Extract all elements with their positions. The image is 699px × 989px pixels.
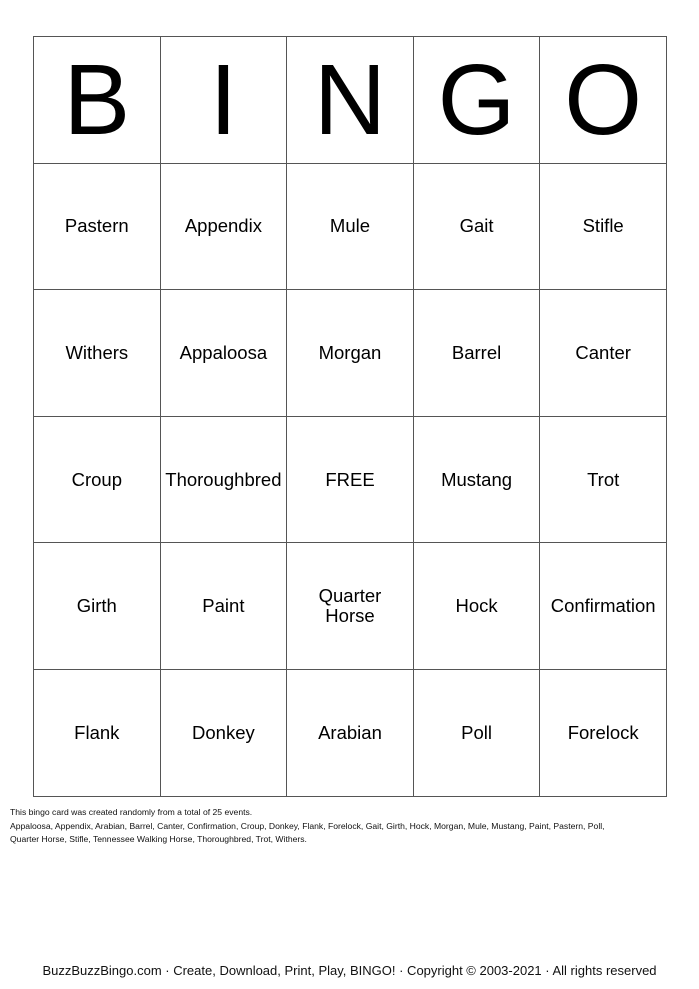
bingo-row xyxy=(34,669,667,796)
bingo-cell: Donkey xyxy=(160,669,287,796)
bingo-row xyxy=(34,163,667,290)
header-letter-o: O xyxy=(540,37,667,164)
event-list-line-2: Quarter Horse, Stifle, Tennessee Walking Horse, Thoroughbred, Trot, Withers. xyxy=(10,834,307,844)
bingo-cell: Arabian xyxy=(287,669,414,796)
bingo-card xyxy=(33,36,667,797)
header-letter-n: N xyxy=(287,37,414,164)
bingo-cell: Quarter Horse xyxy=(287,543,414,670)
header-letter-b: B xyxy=(34,37,161,164)
bingo-cell: Pastern xyxy=(34,163,161,290)
bingo-cell: Croup xyxy=(34,416,161,543)
bingo-header-row xyxy=(34,37,667,164)
bingo-cell: Poll xyxy=(413,669,540,796)
card-info xyxy=(10,806,690,847)
bingo-cell: Canter xyxy=(540,290,667,417)
bingo-cell: Gait xyxy=(413,163,540,290)
bingo-cell: Appendix xyxy=(160,163,287,290)
bingo-cell: Trot xyxy=(540,416,667,543)
card-summary: This bingo card was created randomly from a total of 25 events. xyxy=(10,807,253,817)
bingo-cell: Appaloosa xyxy=(160,290,287,417)
header-letter-i: I xyxy=(160,37,287,164)
event-list-line-1: Appaloosa, Appendix, Arabian, Barrel, Canter, Confirmation, Croup, Donkey, Flank, Forelock, Gait, Girth, Hock, Morgan, Mule, Mustang, Paint, Pastern, Poll, xyxy=(10,820,605,831)
bingo-row xyxy=(34,290,667,417)
bingo-cell: Forelock xyxy=(540,669,667,796)
bingo-cell: Flank xyxy=(34,669,161,796)
bingo-cell: Confirmation xyxy=(540,543,667,670)
bingo-row xyxy=(34,416,667,543)
free-space-cell: FREE xyxy=(287,416,414,543)
bingo-cell: Mule xyxy=(287,163,414,290)
bingo-cell: Morgan xyxy=(287,290,414,417)
bingo-cell: Hock xyxy=(413,543,540,670)
bingo-cell: Thoroughbred xyxy=(160,416,287,543)
header-letter-g: G xyxy=(413,37,540,164)
bingo-cell: Mustang xyxy=(413,416,540,543)
bingo-cell: Paint xyxy=(160,543,287,670)
page-footer: BuzzBuzzBingo.com · Create, Download, Print, Play, BINGO! · Copyright © 2003-2021 · All rights reserved xyxy=(42,963,657,978)
bingo-row xyxy=(34,543,667,670)
bingo-cell: Stifle xyxy=(540,163,667,290)
bingo-cell: Withers xyxy=(34,290,161,417)
bingo-cell: Girth xyxy=(34,543,161,670)
bingo-cell: Barrel xyxy=(413,290,540,417)
